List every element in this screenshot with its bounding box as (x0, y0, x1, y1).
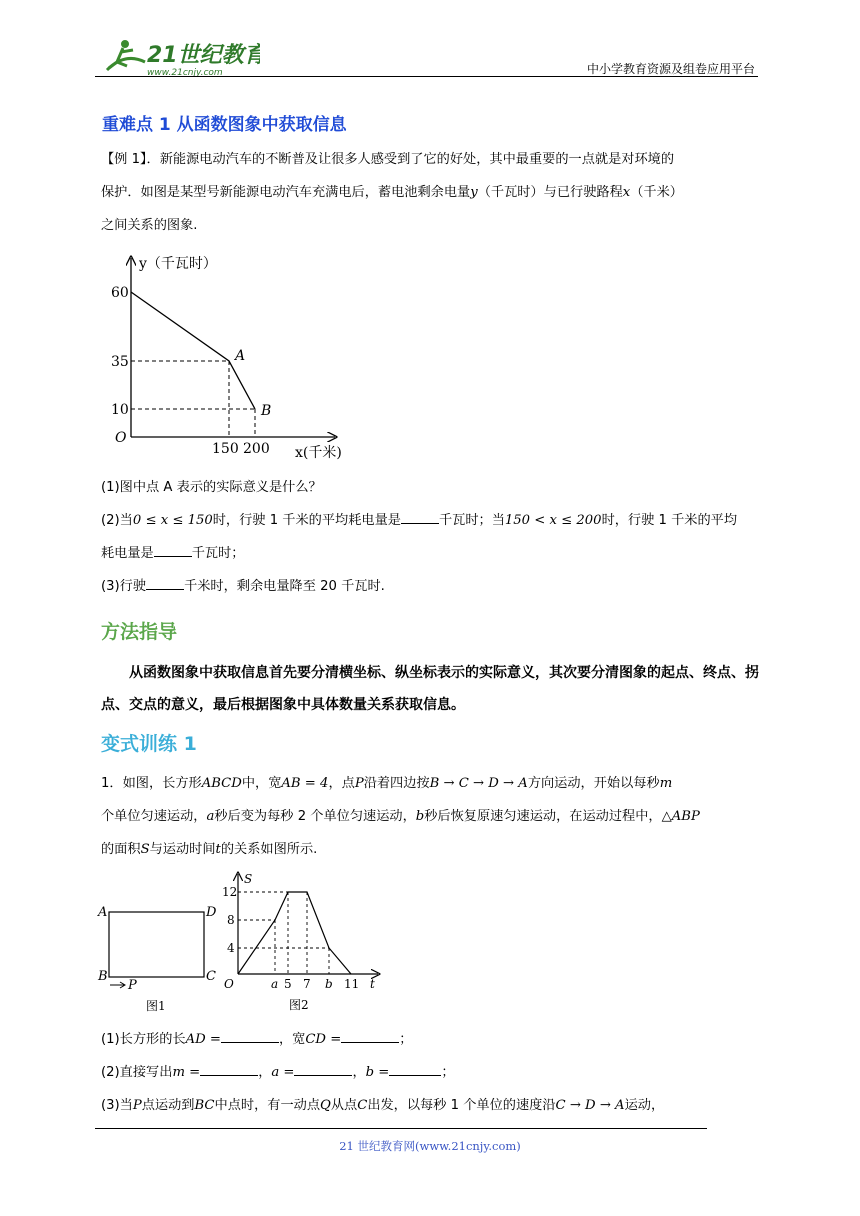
x-axis-label: x(千米) (295, 445, 342, 461)
rectangle-abcd (109, 912, 204, 977)
question-2: (2)当0 ≤ x ≤ 150时，行驶 1 千米的平均耗电量是 千瓦时；当150 < x ≤ 200时，行驶 1 千米的平均 (101, 513, 738, 528)
t-tick-b: b (325, 977, 333, 991)
y-tick-60: 60 (111, 285, 129, 301)
logo-url: www.21cnjy.com (147, 68, 223, 78)
figure-2-graph (222, 870, 387, 1015)
question-1: (1)图中点 A 表示的实际意义是什么？ (101, 480, 322, 495)
figure-1-caption: 图1 (146, 999, 166, 1013)
sub-questions (101, 1023, 762, 1122)
example-line-2: 保护．如图是某型号新能源电动汽车充满电后，蓄电池剩余电量y（千瓦时）与已行驶路程x（千米） (101, 185, 683, 200)
sub-question-1: (1)长方形的长AD = ，宽CD = ； (101, 1032, 413, 1047)
point-b-label: B (261, 403, 272, 419)
example-line-1: 【例 1】．新能源电动汽车的不断普及让很多人感受到了它的好处，其中最重要的一点就是对环境的 (101, 152, 675, 167)
t-tick-7: 7 (303, 977, 311, 991)
answer-blank[interactable] (341, 1042, 399, 1043)
x-tick-150: 150 (212, 441, 239, 457)
figure-2-caption: 图2 (289, 998, 309, 1012)
answer-blank[interactable] (146, 589, 184, 590)
answer-blank[interactable] (200, 1075, 258, 1076)
s-tick-8: 8 (227, 913, 235, 927)
question-2-cont: 耗电量是 千瓦时； (101, 546, 245, 561)
y-axis-label: y（千瓦时） (139, 256, 217, 272)
questions (101, 471, 762, 603)
point-p: P (128, 978, 137, 993)
footer-divider (95, 1128, 707, 1129)
question-3: (3)行驶 千米时，剩余电量降至 20 千瓦时. (101, 579, 385, 594)
area-curve (238, 892, 351, 974)
example-paragraph (101, 143, 762, 242)
vertex-c: C (206, 969, 216, 984)
y-tick-10: 10 (111, 402, 129, 418)
section-title: 重难点 1 从函数图象中获取信息 (102, 115, 347, 135)
s-tick-12: 12 (222, 885, 238, 899)
answer-blank[interactable] (154, 556, 192, 557)
t-tick-11: 11 (344, 977, 360, 991)
t-axis-label: t (370, 977, 375, 991)
vertex-d: D (206, 905, 217, 920)
answer-blank[interactable] (221, 1042, 279, 1043)
battery-graph (105, 250, 365, 465)
s-tick-4: 4 (227, 941, 235, 955)
variant-paragraph (101, 767, 762, 866)
point-a-label: A (235, 348, 246, 364)
vertex-a: A (98, 905, 108, 920)
x-tick-200: 200 (243, 441, 270, 457)
method-body: 从函数图象中获取信息首先要分清横坐标、纵坐标表示的实际意义，其次要分清图象的起点、终点、拐点、交点的意义，最后根据图象中具体数量关系获取信息。 (101, 665, 759, 713)
answer-blank[interactable] (389, 1075, 441, 1076)
site-logo (95, 32, 260, 82)
sub-question-2: (2)直接写出m = ，a = ，b = ； (101, 1065, 455, 1080)
footer-text: 21 世纪教育网(www.21cnjy.com) (339, 1139, 521, 1153)
variant-line-2: 个单位匀速运动，a秒后变为每秒 2 个单位匀速运动，b秒后恢复原速匀速运动，在运动过程中，△ABP (101, 809, 700, 824)
t-tick-a: a (271, 977, 279, 991)
variant-title: 变式训练 1 (101, 733, 197, 755)
vertex-b: B (98, 969, 108, 984)
header-divider (95, 76, 758, 77)
answer-blank[interactable] (401, 523, 439, 524)
sub-question-3: (3)当P点运动到BC中点时，有一动点Q从点C出发，以每秒 1 个单位的速度沿C → D → A运动， (101, 1098, 665, 1113)
method-title: 方法指导 (101, 621, 178, 643)
figure-1 (96, 900, 221, 1015)
origin-label: O (224, 977, 234, 991)
origin-label: O (115, 430, 127, 446)
variant-line-3: 的面积S与运动时间t的关系如图所示. (101, 842, 318, 857)
platform-name: 中小学教育资源及组卷应用平台 (586, 62, 755, 76)
y-tick-35: 35 (111, 354, 129, 370)
logo-text: 21世纪教育 (147, 43, 260, 68)
variant-line-1: 1．如图，长方形ABCD中，宽AB = 4，点P沿着四边按B → C → D → A方向运动，开始以每秒m (101, 776, 673, 791)
answer-blank[interactable] (294, 1075, 352, 1076)
example-line-3: 之间关系的图象. (101, 218, 198, 233)
t-tick-5: 5 (284, 977, 292, 991)
s-axis-label: S (244, 872, 253, 886)
